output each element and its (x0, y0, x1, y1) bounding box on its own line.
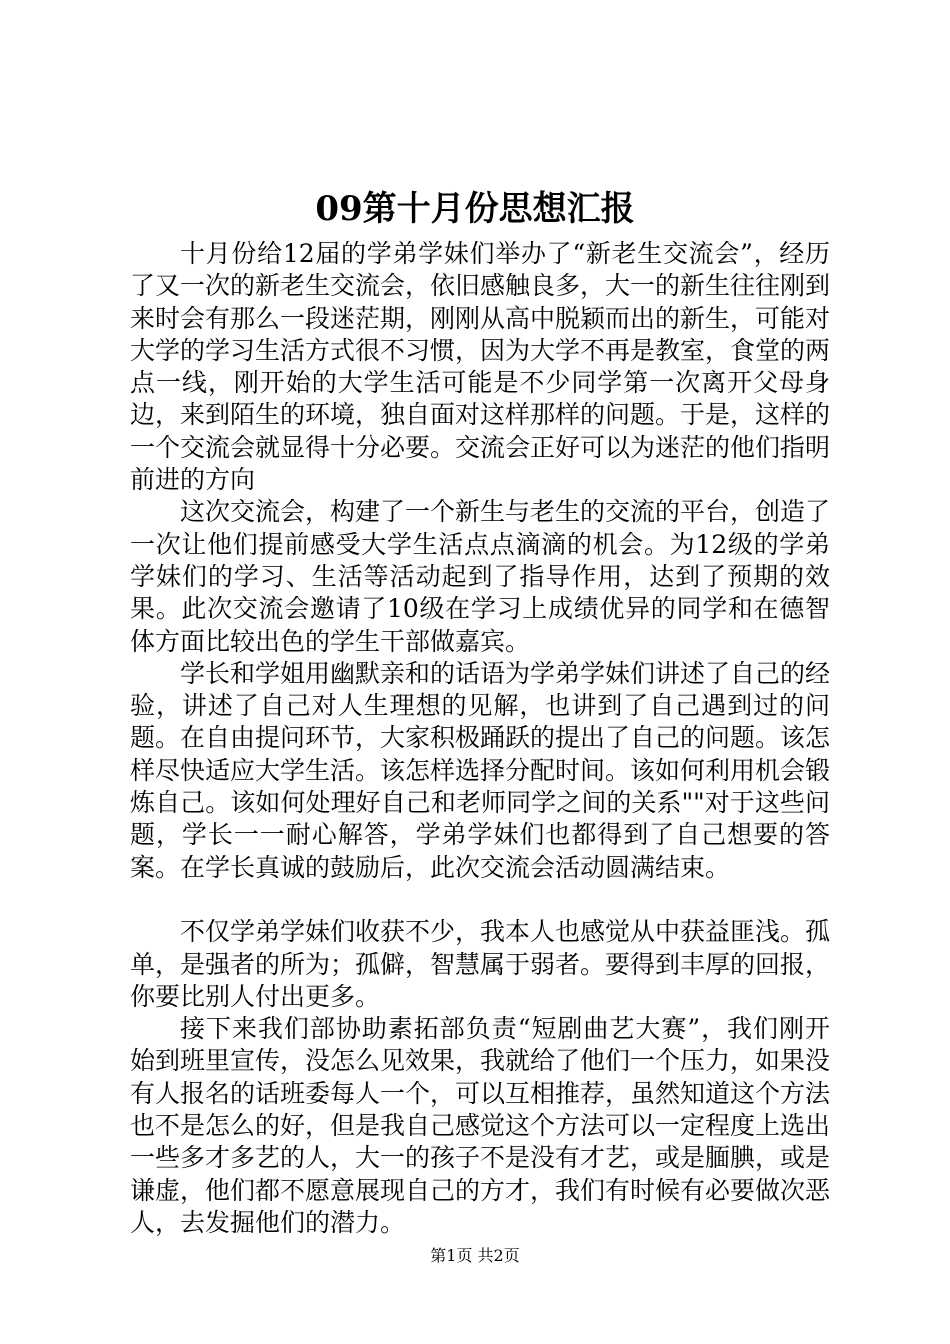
paragraph-1: 十月份给12届的学弟学妹们举办了“新老生交流会”，经历了又一次的新老生交流会，依旧感触良多，大一的新生往往刚到来时会有那么一段迷茫期，刚刚从高中脱颖而出的新生，可能对大学的学习生活方式很不习惯，因为大学不再是教室，食堂的两点一线，刚开始的大学生活可能是不少同学第一次离开父母身边，来到陌生的环境，独自面对这样那样的问题。于是，这样的一个交流会就显得十分必要。交流会正好可以为迷茫的他们指明前进的方向 (130, 239, 831, 495)
paragraph-4: 不仅学弟学妹们收获不少，我本人也感觉从中获益匪浅。孤单，是强者的所为；孤僻，智慧属于弱者。要得到丰厚的回报，你要比别人付出更多。 (130, 917, 831, 1011)
paragraph-3: 学长和学姐用幽默亲和的话语为学弟学妹们讲述了自己的经验，讲述了自己对人生理想的见解，也讲到了自己遇到过的问题。在自由提问环节，大家积极踊跃的提出了自己的问题。该怎样尽快适应大学生活。该怎样选择分配时间。该如何利用机会锻炼自己。该如何处理好自己和老师同学之间的关系""对于这些问题，学长一一耐心解答，学弟学妹们也都得到了自己想要的答案。在学长真诚的鼓励后，此次交流会活动圆满结束。 (130, 658, 831, 882)
document-body (130, 238, 830, 1239)
paragraph-gap (130, 884, 830, 916)
paragraph-5: 接下来我们部协助素拓部负责“短剧曲艺大赛”，我们刚开始到班里宣传，没怎么见效果，我就给了他们一个压力，如果没有人报名的话班委每人一个，可以互相推荐，虽然知道这个方法也不是怎么的好，但是我自己感觉这个方法可以一定程度上选出一些多才多艺的人，大一的孩子不是没有才艺，或是腼腆，或是谦虚，他们都不愿意展现自己的方才，我们有时候有必要做次恶人，去发掘他们的潜力。 (130, 1014, 831, 1237)
page-number-footer: 第1页 共2页 (430, 1246, 520, 1265)
paragraph-2: 这次交流会，构建了一个新生与老生的交流的平台，创造了一次让他们提前感受大学生活点点滴滴的机会。为12级的学弟学妹们的学习、生活等活动起到了指导作用，达到了预期的效果。此次交流会邀请了10级在学习上成绩优异的同学和在德智体方面比较出色的学生干部做嘉宾。 (130, 497, 831, 656)
document-title: 09第十月份思想汇报 (315, 189, 635, 229)
